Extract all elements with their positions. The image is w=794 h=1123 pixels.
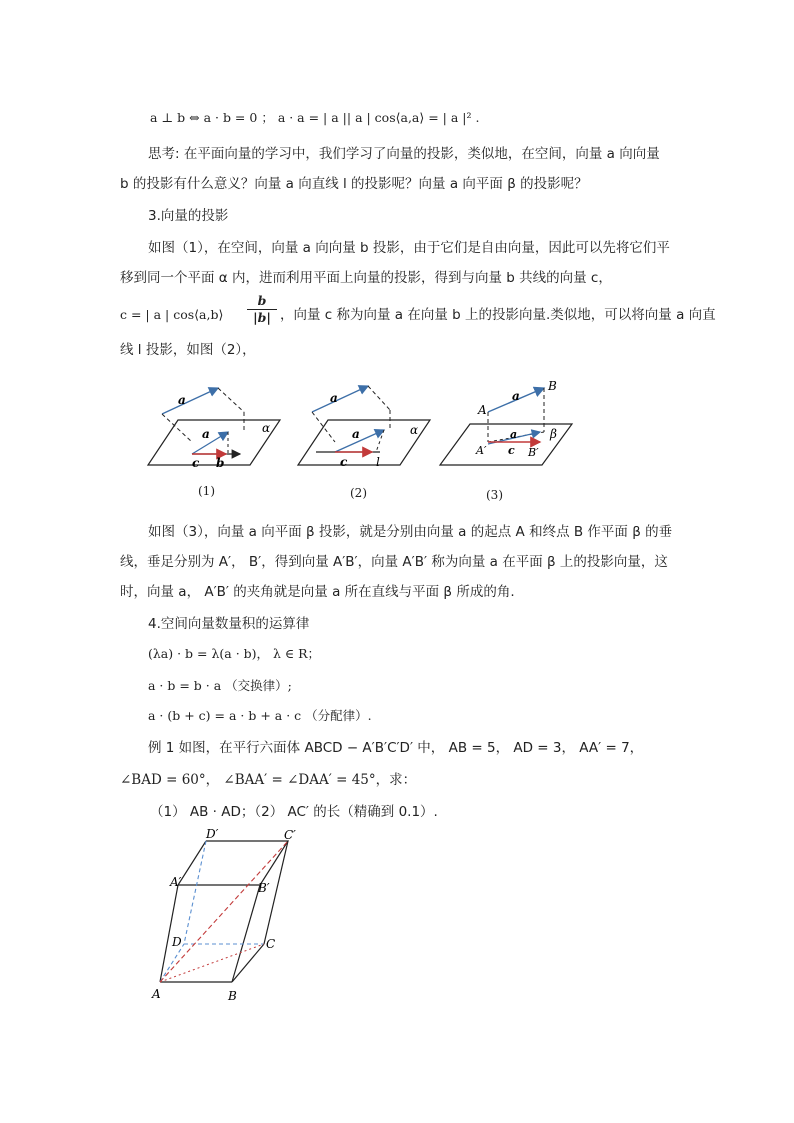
law-distributive: a · (b + c) = a · b + a · c （分配律）. bbox=[148, 708, 372, 723]
label-alpha-fig2: α bbox=[410, 423, 419, 437]
label-B: B bbox=[228, 989, 237, 1003]
section-4-title: 4.空间向量数量积的运算律 bbox=[148, 616, 310, 632]
vector-a-proj-fig1 bbox=[192, 432, 228, 454]
label-b-fig1: b bbox=[216, 456, 225, 470]
label-C1: C′ bbox=[284, 828, 296, 842]
dash-fig1-2 bbox=[218, 388, 244, 412]
label-a2-fig1: a bbox=[202, 427, 210, 441]
fraction bbox=[247, 293, 277, 326]
plane-alpha-fig1 bbox=[148, 420, 280, 465]
law-commutative: a · b = b · a （交换律）; bbox=[148, 678, 292, 693]
fraction-denominator: |b| bbox=[253, 310, 271, 325]
example-line-2: ∠BAD = 60°， ∠BAA′ = ∠DAA′ = 45°，求： bbox=[120, 772, 417, 788]
label-a-fig3: a bbox=[512, 389, 520, 403]
label-c-fig3: c bbox=[508, 444, 515, 457]
para2-line-3: 时，向量 a， A′B′ 的夹角就是向量 a 所在直线与平面 β 所成的角. bbox=[120, 584, 515, 600]
think-line-1: 思考: 在平面向量的学习中，我们学习了向量的投影，类似地，在空间，向量 a 向向量 bbox=[148, 146, 660, 162]
label-A1-fig3: A′ bbox=[476, 444, 487, 457]
label-B1-fig3: B′ bbox=[528, 446, 539, 459]
top-face bbox=[178, 841, 288, 885]
projection-formula bbox=[120, 305, 223, 325]
edge-BB1 bbox=[232, 885, 260, 982]
vector-a-fig1 bbox=[162, 388, 218, 414]
label-a-fig2: a bbox=[330, 391, 338, 405]
diagonal-AC1 bbox=[160, 841, 288, 982]
label-A-fig3: A bbox=[478, 403, 487, 417]
parallelepiped-figure bbox=[148, 828, 318, 1008]
fraction-numerator: b bbox=[247, 293, 277, 310]
edge-DD1-hidden bbox=[184, 841, 206, 944]
vector-a-fig2 bbox=[312, 386, 368, 412]
figure-3 bbox=[440, 379, 572, 465]
label-alpha-fig1: α bbox=[262, 421, 271, 435]
para2-line-1: 如图（3），向量 a 向平面 β 投影，就是分别由向量 a 的起点 A 和终点 B 作平面 β 的垂 bbox=[148, 524, 673, 540]
projection-formula-main: c = | a | cos⟨a,b⟩ bbox=[120, 307, 224, 322]
label-A1: A′ bbox=[170, 875, 182, 889]
dash-fig2-2 bbox=[368, 386, 390, 410]
figure-2 bbox=[298, 386, 430, 469]
example-line-1: 例 1 如图，在平行六面体 ABCD − A′B′C′D′ 中， AB = 5， AD = 3， AA′ = 7， bbox=[148, 740, 644, 756]
example-line-3: （1） AB · AD；（2） AC′ 的长（精确到 0.1）. bbox=[150, 804, 438, 820]
label-D: D bbox=[172, 935, 182, 949]
label-B-fig3: B bbox=[548, 379, 557, 393]
formula-separator: ； bbox=[261, 110, 274, 125]
para1-line-4: 线 l 投影，如图（2）， bbox=[120, 342, 256, 358]
label-c-fig1: c bbox=[192, 456, 200, 470]
formula-end: . bbox=[475, 110, 480, 125]
label-a2-fig3: a bbox=[510, 428, 518, 441]
think-line-2: b 的投影有什么意义？向量 a 向直线 l 的投影呢？向量 a 向平面 β 的投影呢？ bbox=[120, 176, 588, 192]
caption-fig1: (1) bbox=[198, 484, 215, 498]
formula-part-1: a ⊥ b ⇔ a · b = 0 bbox=[150, 110, 258, 125]
label-D1: D′ bbox=[206, 828, 219, 841]
para1-line-2: 移到同一个平面 α 内，进而利用平面上向量的投影，得到与向量 b 共线的向量 c， bbox=[120, 270, 612, 286]
law-scalar: (λa) · b = λ(a · b)， λ ∈ R； bbox=[148, 646, 321, 661]
label-a-fig1: a bbox=[178, 393, 186, 407]
label-C: C bbox=[266, 937, 276, 951]
para2-line-2: 线，垂足分别为 A′， B′，得到向量 A′B′，向量 A′B′ 称为向量 a 在平面 β 上的投影向量，这 bbox=[120, 554, 668, 570]
figure-1 bbox=[148, 388, 280, 470]
label-beta-fig3: β bbox=[550, 427, 557, 441]
caption-fig2: (2) bbox=[350, 486, 367, 500]
label-A: A bbox=[152, 987, 161, 1001]
para1-line-1: 如图（1），在空间，向量 a 向向量 b 投影，由于它们是自由向量，因此可以先将它们平 bbox=[148, 240, 670, 256]
label-l-fig2: l bbox=[376, 455, 380, 469]
label-B1: B′ bbox=[258, 881, 270, 895]
formula-orthogonal bbox=[150, 108, 479, 128]
para1-line-3: ，向量 c 称为向量 a 在向量 b 上的投影向量.类似地，可以将向量 a 向直 bbox=[280, 307, 716, 323]
label-c-fig2: c bbox=[340, 455, 348, 469]
formula-part-2: a · a = | a || a | cos⟨a,a⟩ = | a |² bbox=[277, 110, 472, 125]
label-a2-fig2: a bbox=[352, 427, 360, 441]
section-3-title: 3.向量的投影 bbox=[148, 208, 229, 224]
edge-BC bbox=[232, 944, 264, 982]
caption-fig3: (3) bbox=[486, 488, 503, 502]
